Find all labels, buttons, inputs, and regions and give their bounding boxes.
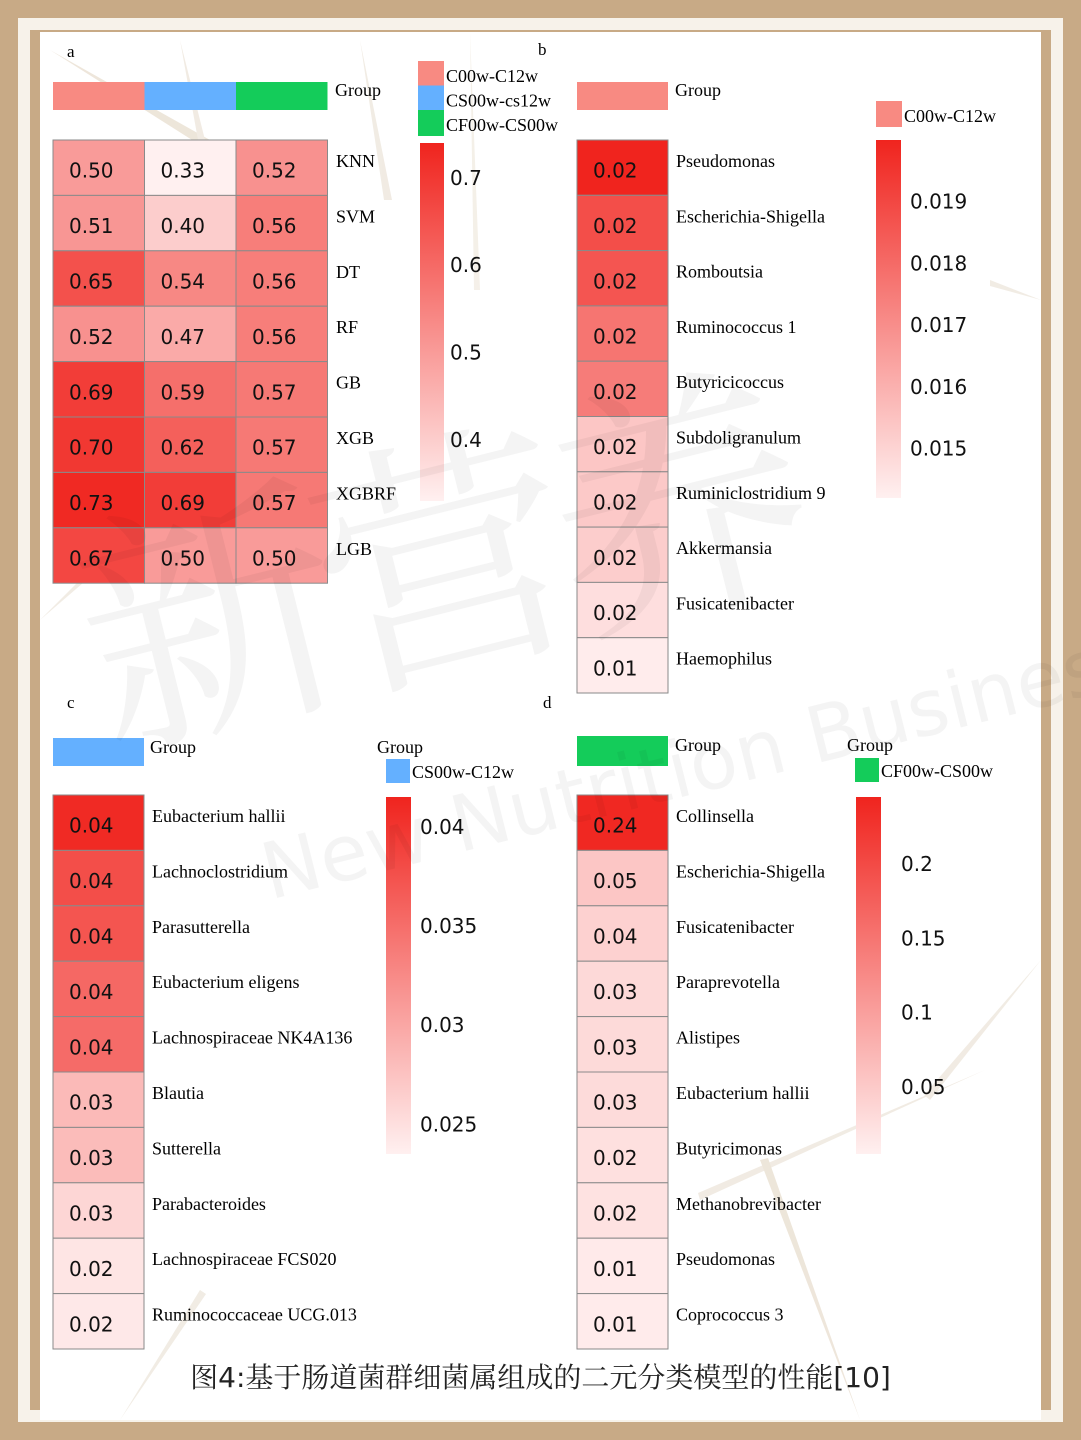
cell-value-label: 0.52 <box>252 158 297 183</box>
colorbar-tick-label: 0.035 <box>420 913 478 938</box>
row-label: Ruminococcus 1 <box>676 316 797 337</box>
cell-value-label: 0.52 <box>69 324 114 349</box>
colorbar-tick-label: 0.017 <box>910 313 968 338</box>
cell-value-label: 0.56 <box>252 214 297 239</box>
row-label: Parabacteroides <box>152 1193 266 1214</box>
row-label: Pseudomonas <box>676 1249 775 1270</box>
legend-label: CF00w-CS00w <box>446 115 559 135</box>
group-bar-segment <box>236 82 328 110</box>
panel-c-label: c <box>67 693 75 712</box>
cell-value-label: 0.02 <box>593 379 638 404</box>
row-label: XGB <box>336 428 375 448</box>
row-label: DT <box>336 261 360 282</box>
cell-value-label: 0.02 <box>593 269 638 294</box>
row-label: Lachnospiraceae NK4A136 <box>152 1027 353 1048</box>
colorbar-tick-label: 0.019 <box>910 189 968 214</box>
cell-value-label: 0.62 <box>160 435 206 460</box>
cell-value-label: 0.50 <box>252 546 297 571</box>
legend-label: CS00w-C12w <box>412 762 515 782</box>
colorbar-tick-label: 0.1 <box>901 1000 933 1025</box>
legend-label: CF00w-CS00w <box>881 761 994 781</box>
row-label: Sutterella <box>152 1138 221 1159</box>
row-label: Methanobrevibacter <box>676 1193 821 1214</box>
row-label: Escherichia-Shigella <box>676 206 825 227</box>
colorbar-gradient <box>856 797 881 1154</box>
cell-value-label: 0.01 <box>593 656 638 681</box>
colorbar-tick-label: 0.6 <box>450 253 482 278</box>
cell-value-label: 0.03 <box>69 1201 114 1226</box>
colorbar-tick-label: 0.4 <box>450 427 482 452</box>
cell-value-label: 0.02 <box>69 1256 114 1281</box>
cell-value-label: 0.67 <box>69 546 114 571</box>
row-label: RF <box>336 317 359 338</box>
cell-value-label: 0.04 <box>69 979 114 1004</box>
colorbar-tick-label: 0.5 <box>450 340 482 365</box>
legend-label: C00w-C12w <box>446 66 539 86</box>
cell-value-label: 0.03 <box>69 1090 114 1115</box>
group-bar-label: Group <box>150 737 196 757</box>
cell-value-label: 0.73 <box>69 491 114 516</box>
cell-value-label: 0.02 <box>593 601 638 626</box>
row-label: KNN <box>336 151 375 171</box>
cell-value-label: 0.04 <box>69 869 114 894</box>
group-bar-segment <box>145 82 237 110</box>
row-label: Paraprevotella <box>676 972 780 993</box>
group-legend <box>418 61 558 136</box>
legend-swatch <box>418 110 444 136</box>
colorbar-tick-label: 0.03 <box>420 1013 465 1038</box>
cell-value-label: 0.69 <box>160 491 206 516</box>
colorbar-tick-label: 0.2 <box>901 851 933 876</box>
group-legend <box>876 101 996 127</box>
row-label: Subdoligranulum <box>676 427 801 448</box>
cell-value-label: 0.54 <box>160 269 206 294</box>
colorbar-tick-label: 0.016 <box>910 374 968 399</box>
row-label: Ruminiclostridium 9 <box>676 482 826 503</box>
cell-value-label: 0.47 <box>160 324 206 349</box>
row-label: Pseudomonas <box>676 151 775 171</box>
row-label: Escherichia-Shigella <box>676 861 825 882</box>
row-label: LGB <box>336 538 372 559</box>
row-label: Haemophilus <box>676 648 772 669</box>
row-label: Lachnospiraceae FCS020 <box>152 1249 337 1270</box>
cell-value-label: 0.04 <box>69 924 114 949</box>
cell-value-label: 0.70 <box>69 435 114 460</box>
colorbar-tick-label: 0.04 <box>420 814 465 839</box>
row-label: SVM <box>336 206 376 227</box>
row-label: Lachnoclostridium <box>152 861 288 882</box>
colorbar-tick-label: 0.018 <box>910 251 968 276</box>
cell-value-label: 0.03 <box>593 979 638 1004</box>
panel-a-label: a <box>67 42 75 61</box>
group-bar-segment <box>53 82 145 110</box>
cell-value-label: 0.03 <box>593 1035 638 1060</box>
row-label: Alistipes <box>676 1027 741 1048</box>
row-label: Collinsella <box>676 806 754 826</box>
row-label: Parasutterella <box>152 916 250 937</box>
panel-d-label: d <box>543 693 552 712</box>
cell-value-label: 0.04 <box>69 813 114 838</box>
legend-label: C00w-C12w <box>904 106 997 126</box>
row-label: Coprococcus 3 <box>676 1304 784 1325</box>
cell-value-label: 0.69 <box>69 380 114 405</box>
colorbar-tick-label: 0.15 <box>901 926 946 951</box>
cell-value-label: 0.40 <box>160 214 206 239</box>
row-label: Akkermansia <box>676 538 772 559</box>
row-label: Fusicatenibacter <box>676 593 794 614</box>
cell-value-label: 0.02 <box>593 435 638 460</box>
colorbar-tick-label: 0.015 <box>910 436 968 461</box>
group-bar <box>53 82 328 110</box>
cell-value-label: 0.02 <box>69 1312 114 1337</box>
cell-value-label: 0.51 <box>69 214 114 239</box>
colorbar <box>856 797 946 1154</box>
cell-value-label: 0.02 <box>593 213 638 238</box>
row-label: GB <box>336 372 362 393</box>
row-label: Ruminococcaceae UCG.013 <box>152 1304 357 1325</box>
cell-value-label: 0.02 <box>593 158 638 183</box>
cell-value-label: 0.59 <box>160 380 206 405</box>
row-label: Eubacterium eligens <box>152 972 300 993</box>
cell-value-label: 0.02 <box>593 1201 638 1226</box>
cell-value-label: 0.02 <box>593 490 638 515</box>
row-label: Butyricicoccus <box>676 372 784 393</box>
cell-value-label: 0.02 <box>593 545 638 570</box>
row-label: Romboutsia <box>676 261 764 282</box>
cell-value-label: 0.02 <box>593 1146 638 1171</box>
cell-value-label: 0.57 <box>252 380 297 405</box>
figure-caption: 图4:基于肠道菌群细菌属组成的二元分类模型的性能[10] <box>190 1361 891 1394</box>
cell-value-label: 0.02 <box>593 324 638 349</box>
cell-value-label: 0.65 <box>69 269 114 294</box>
colorbar-tick-label: 0.025 <box>420 1112 478 1137</box>
row-label: Eubacterium hallii <box>676 1083 810 1103</box>
group-bar-segment <box>577 82 668 110</box>
legend-swatch <box>876 101 902 127</box>
colorbar-tick-label: 0.05 <box>901 1075 946 1100</box>
row-label: Blautia <box>152 1083 204 1103</box>
group-bar <box>577 82 668 110</box>
cell-value-label: 0.04 <box>593 924 638 949</box>
cell-value-label: 0.03 <box>593 1090 638 1115</box>
row-label: XGBRF <box>336 483 397 504</box>
cell-value-label: 0.01 <box>593 1256 638 1281</box>
cell-value-label: 0.24 <box>593 813 638 838</box>
cell-value-label: 0.57 <box>252 435 297 460</box>
cell-value-label: 0.03 <box>69 1146 114 1171</box>
cell-value-label: 0.01 <box>593 1312 638 1337</box>
cell-value-label: 0.04 <box>69 1035 114 1060</box>
legend-swatch <box>386 759 410 783</box>
colorbar-tick-label: 0.7 <box>450 165 482 190</box>
cell-value-label: 0.56 <box>252 324 297 349</box>
cell-value-label: 0.50 <box>160 546 206 571</box>
cell-value-label: 0.50 <box>69 158 114 183</box>
group-bar-label: Group <box>675 735 721 755</box>
heatmap-cells <box>577 795 668 1349</box>
legend-swatch <box>418 86 444 112</box>
cell-value-label: 0.57 <box>252 491 297 516</box>
group-bar-label: Group <box>335 80 381 100</box>
legend-label: CS00w-cs12w <box>446 90 552 111</box>
colorbar <box>876 140 967 498</box>
legend-title: Group <box>847 735 893 755</box>
row-labels <box>676 806 825 1325</box>
group-bar-label: Group <box>675 80 721 100</box>
colorbar-gradient <box>876 140 901 498</box>
heatmap-cells <box>53 795 144 1349</box>
legend-title: Group <box>377 737 423 757</box>
panel-b-label: b <box>538 40 547 59</box>
row-label: Butyricimonas <box>676 1138 782 1159</box>
row-label: Eubacterium hallii <box>152 806 286 826</box>
legend-swatch <box>418 61 444 87</box>
cell-value-label: 0.05 <box>593 869 638 894</box>
cell-value-label: 0.56 <box>252 269 297 294</box>
row-label: Fusicatenibacter <box>676 916 794 937</box>
cell-value-label: 0.33 <box>160 158 206 183</box>
